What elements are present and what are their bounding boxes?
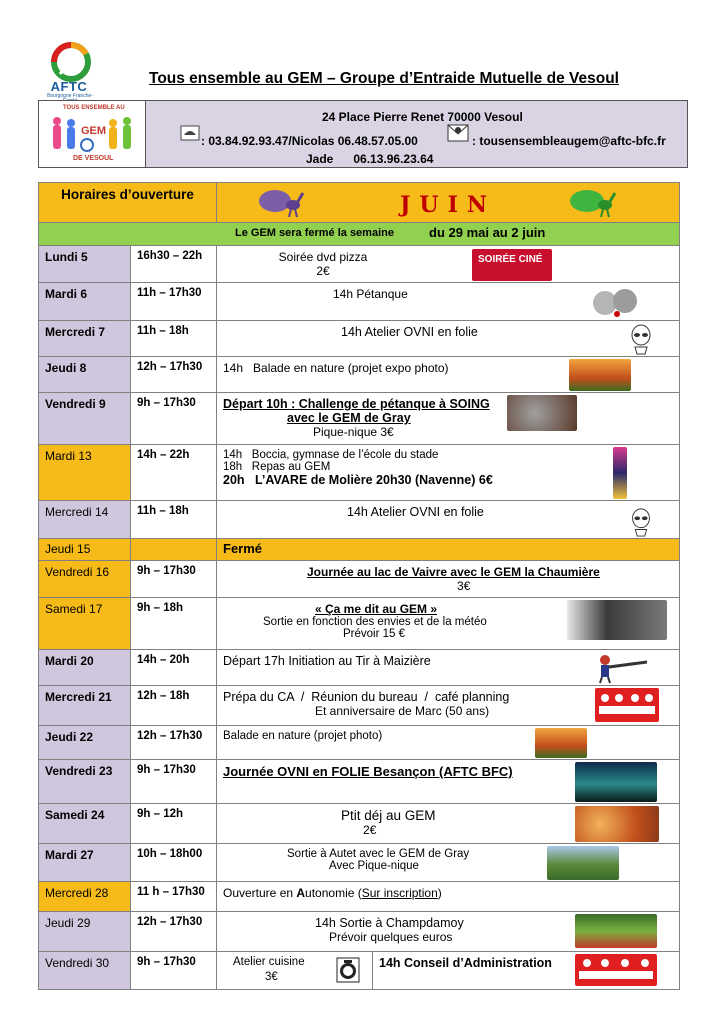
day-cell: Samedi 17 (39, 598, 131, 650)
hours-cell: 12h – 17h30 (131, 357, 217, 393)
hours-cell: 9h – 17h30 (131, 561, 217, 598)
badge-bottom-text: DE VESOUL (73, 155, 114, 162)
hours-cell: 9h – 12h (131, 804, 217, 844)
green-peacock-icon (567, 187, 619, 219)
day-cell: Mardi 20 (39, 650, 131, 686)
hours-cell: 12h – 18h (131, 686, 217, 726)
nature-photo (535, 728, 587, 758)
table-row (39, 804, 680, 844)
activity-line: 14h Boccia, gymnase de l’école du stade (223, 449, 439, 461)
closed-cell: Fermé (217, 539, 680, 561)
day-cell: Mercredi 7 (39, 321, 131, 357)
badge-top-text: TOUS ENSEMBLE AU (63, 105, 125, 111)
day-cell: Mercredi 14 (39, 501, 131, 539)
hours-cell: 9h – 18h (131, 598, 217, 650)
table-row (39, 650, 680, 686)
landscape-photo (547, 846, 619, 880)
phone-icon (180, 125, 200, 141)
activity-cell (217, 393, 680, 445)
activity-emphasis: A (296, 886, 306, 900)
document-title: Tous ensemble au GEM – Groupe d’Entraide Mutuelle de Vesoul (149, 70, 619, 87)
activity-cell (217, 357, 680, 393)
table-row (39, 882, 680, 912)
activity-line: « Ça me dit au GEM » (315, 602, 438, 616)
activity-cell (217, 804, 680, 844)
activity-cell (217, 561, 680, 598)
day-cell: Mardi 13 (39, 445, 131, 501)
activity-line: Départ 10h : Challenge de pétanque à SOING (223, 397, 490, 411)
cooking-subcell (217, 952, 373, 989)
day-cell: Mardi 27 (39, 844, 131, 882)
activity-line: Avec Pique-nique (329, 860, 419, 872)
day-cell: Jeudi 29 (39, 912, 131, 952)
jade-phone: Jade 06.13.96.23.64 (306, 152, 434, 166)
hours-cell: 14h – 22h (131, 445, 217, 501)
day-cell: Mercredi 21 (39, 686, 131, 726)
poster-image (613, 447, 627, 499)
activity-line: 14h Balade en nature (projet expo photo) (223, 361, 449, 375)
table-row (39, 952, 680, 990)
activity-line: Balade en nature (projet photo) (223, 730, 383, 742)
hours-cell: 16h30 – 22h (131, 246, 217, 283)
activity-line: Sortie à Autet avec le GEM de Gray (287, 848, 470, 860)
closed-dates: du 29 mai au 2 juin (429, 225, 546, 240)
table-row (39, 445, 680, 501)
badge-gem-text: GEM (81, 125, 107, 137)
alien-icon (625, 507, 657, 537)
activity-cell (217, 912, 680, 952)
purple-peacock-icon (257, 187, 307, 219)
table-row (39, 912, 680, 952)
closed-notice-cell (39, 223, 680, 246)
logo-subtext: Bourgogne Franche- (47, 93, 93, 99)
hours-cell: 12h – 17h30 (131, 912, 217, 952)
activity-text: ) (437, 886, 442, 900)
activity-cell (217, 760, 680, 804)
table-row (39, 321, 680, 357)
hours-cell: 11h – 17h30 (131, 283, 217, 321)
activity-line: Prépa du CA / Réunion du bureau / café planning (223, 690, 510, 704)
breakfast-photo (575, 806, 659, 842)
activity-text: Ouverture en (223, 886, 297, 900)
table-row (39, 393, 680, 445)
activity-line: Et anniversaire de Marc (50 ans) (315, 704, 490, 718)
activity-line: 18h Repas au GEM (223, 461, 331, 473)
activity-line: Soirée dvd pizza (278, 250, 368, 264)
logo-text: AFTC (50, 79, 88, 94)
activity-cell (217, 445, 680, 501)
activity-line: 14h Atelier OVNI en folie (341, 325, 478, 339)
cinema-badge: SOIRÉE CINÉ (472, 249, 552, 281)
activity-line: 14h Sortie à Champdamoy (315, 916, 464, 930)
activity-price: 2€ (363, 823, 377, 837)
activity-cell (217, 952, 680, 990)
schedule-table (38, 182, 680, 990)
opening-hours-header: Horaires d’ouverture (39, 183, 217, 223)
cooking-pot-icon (335, 956, 361, 984)
hours-cell: 11 h – 17h30 (131, 882, 217, 912)
activity-cell (217, 501, 680, 539)
table-row (39, 561, 680, 598)
activity-price: 2€ (316, 264, 330, 278)
activity-line: 14h Pétanque (333, 287, 408, 301)
activity-cell (217, 283, 680, 321)
registration-note: Sur inscription (361, 886, 438, 900)
activity-cell (217, 686, 680, 726)
shooter-icon (595, 652, 651, 684)
activity-line: 14h Atelier OVNI en folie (347, 505, 484, 519)
portrait-photo (567, 600, 667, 640)
hours-cell: 9h – 17h30 (131, 952, 217, 990)
activity-line: 14h Conseil d’Administration (379, 956, 552, 970)
day-cell: Vendredi 16 (39, 561, 131, 598)
table-row (39, 539, 680, 561)
day-cell: Vendredi 30 (39, 952, 131, 990)
activity-line: 20h L’AVARE de Molière 20h30 (Navenne) 6€ (223, 473, 493, 487)
activity-line: Prévoir quelques euros (329, 930, 453, 944)
day-cell: Samedi 24 (39, 804, 131, 844)
activity-line: Atelier cuisine (233, 956, 305, 968)
table-row (39, 726, 680, 760)
meeting-people-icon (575, 954, 657, 986)
table-header-row (39, 183, 680, 223)
month-title: JUIN (400, 192, 496, 218)
day-cell: Jeudi 8 (39, 357, 131, 393)
garden-photo (575, 914, 657, 948)
table-row (39, 283, 680, 321)
table-row (39, 686, 680, 726)
activity-cell (217, 598, 680, 650)
hours-cell: 10h – 18h00 (131, 844, 217, 882)
phone-numbers: : 03.84.92.93.47/Nicolas 06.48.57.05.00 (201, 134, 418, 148)
night-sky-photo (575, 762, 657, 802)
hours-cell: 11h – 18h (131, 501, 217, 539)
table-row (39, 246, 680, 283)
hours-cell (131, 539, 217, 561)
activity-line: Départ 17h Initiation au Tir à Maizière (223, 654, 431, 668)
hours-cell: 12h – 17h30 (131, 726, 217, 760)
table-row (39, 501, 680, 539)
nature-photo (569, 359, 631, 391)
activity-price: 3€ (457, 579, 471, 593)
activity-cell (217, 246, 680, 283)
table-row (39, 357, 680, 393)
closed-notice: Le GEM sera fermé la semaine (235, 227, 394, 239)
activity-price: Prévoir 15 € (343, 628, 406, 640)
gem-badge (38, 100, 146, 168)
activity-text: utonomie ( (305, 886, 362, 900)
month-header (217, 183, 680, 223)
hours-cell: 9h – 17h30 (131, 393, 217, 445)
day-cell: Lundi 5 (39, 246, 131, 283)
activity-cell (217, 882, 680, 912)
email[interactable]: : tousensembleaugem@aftc-bfc.fr (472, 134, 666, 148)
activity-line: Ptit déj au GEM (341, 808, 436, 823)
day-cell: Jeudi 22 (39, 726, 131, 760)
hours-cell: 14h – 20h (131, 650, 217, 686)
day-cell: Vendredi 23 (39, 760, 131, 804)
mail-icon (447, 124, 469, 142)
day-cell: Mercredi 28 (39, 882, 131, 912)
table-row (39, 844, 680, 882)
activity-line: Journée OVNI en FOLIE Besançon (AFTC BFC) (223, 764, 513, 779)
activity-price: 3€ (265, 971, 278, 983)
activity-cell (217, 844, 680, 882)
hours-cell: 11h – 18h (131, 321, 217, 357)
activity-price: Pique-nique 3€ (313, 425, 394, 439)
hours-cell: 9h – 17h30 (131, 760, 217, 804)
day-cell: Mardi 6 (39, 283, 131, 321)
table-row (39, 760, 680, 804)
activity-line: avec le GEM de Gray (287, 411, 411, 425)
meeting-people-icon (595, 688, 659, 722)
elephant-photo (507, 395, 577, 431)
address: 24 Place Pierre Renet 70000 Vesoul (322, 110, 523, 124)
closed-notice-row (39, 223, 680, 246)
activity-cell (217, 321, 680, 357)
activity-cell (217, 726, 680, 760)
day-cell: Jeudi 15 (39, 539, 131, 561)
table-row (39, 598, 680, 650)
alien-icon (625, 323, 657, 355)
activity-line: Sortie en fonction des envies et de la météo (263, 616, 487, 628)
day-cell: Vendredi 9 (39, 393, 131, 445)
petanque-balls-icon (590, 285, 640, 317)
activity-cell (217, 650, 680, 686)
activity-line: Journée au lac de Vaivre avec le GEM la Chaumière (307, 565, 600, 579)
